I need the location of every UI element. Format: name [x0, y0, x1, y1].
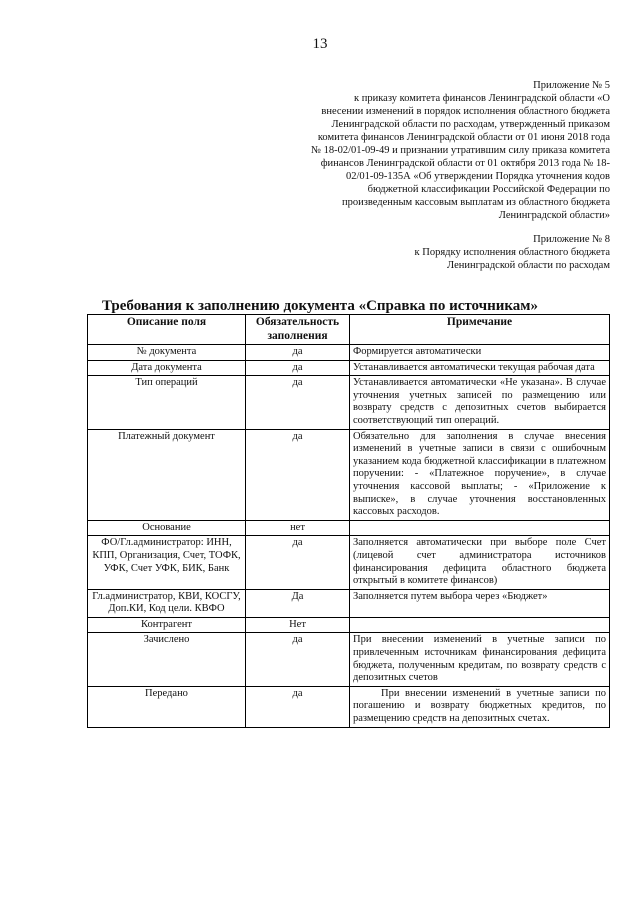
row-obligation: да: [246, 376, 350, 429]
header-note: Примечание: [350, 315, 610, 345]
row-obligation: да: [246, 429, 350, 520]
table-row: [88, 633, 610, 686]
row-note: Заполняется автоматически при выборе поле Счет (лицевой счет администратора источников финансирования дефицита областного бюджета открытый в комитете финансов): [350, 536, 610, 589]
table-row: [88, 536, 610, 589]
annex-8-body: к Порядку исполнения областного бюджета Ленинградской области по расходам: [414, 247, 610, 271]
annex-5-body: к приказу комитета финансов Ленинградской области «О внесении изменений в порядок исполнения областного бюджета Ленинградской области по расходам, утвержденный приказом комитета финансов Ленинградской области от 01 июня 2018 года № 18-02/01-09-49 и признании утратившим силу приказа комитета финансов Ленинградской области от 01 октября 2013 года № 18-02/01-09-135А «Об утверждении Порядка уточнения кодов бюджетной классификации Российской Федерации по произведенным кассовым выплатам из областного бюджета Ленинградской области»: [311, 93, 610, 221]
table-row: [88, 617, 610, 633]
row-note: Заполняется путем выбора через «Бюджет»: [350, 589, 610, 617]
table-row: [88, 589, 610, 617]
row-note: [350, 617, 610, 633]
row-note: Устанавливается автоматически текущая рабочая дата: [350, 360, 610, 376]
row-note: [350, 520, 610, 536]
row-field: Платежный документ: [88, 429, 246, 520]
header-field-description: Описание поля: [88, 315, 246, 345]
table-row: [88, 345, 610, 361]
row-field: ФО/Гл.администратор: ИНН, КПП, Организация, Счет, ТОФК, УФК, Счет УФК, БИК, Банк: [88, 536, 246, 589]
table-row: [88, 360, 610, 376]
row-field: Зачислено: [88, 633, 246, 686]
annex-8-header: [390, 233, 610, 272]
row-note: При внесении изменений в учетные записи по привлеченным источникам финансирования дефицита бюджета, полученным кредитам, по возврату средств с депозитных счетов: [350, 633, 610, 686]
row-field: Тип операций: [88, 376, 246, 429]
row-obligation: да: [246, 633, 350, 686]
table-row: [88, 520, 610, 536]
row-obligation: да: [246, 360, 350, 376]
row-obligation: нет: [246, 520, 350, 536]
row-note: Обязательно для заполнения в случае внесения изменений в учетные записи в связи с ошибочным указанием кода бюджетной классификации в платежном поручении: - «Платежное поручение», в случае уточнения кассовой выплаты; - «Приложение к выписке», в случае уточнения восстановленных кассовых расходов.: [350, 429, 610, 520]
table-header-row: [88, 315, 610, 345]
page-number: 13: [312, 36, 328, 52]
row-field: Передано: [88, 686, 246, 727]
row-obligation: да: [246, 536, 350, 589]
requirements-table: [87, 314, 610, 728]
table-title: Требования к заполнению документа «Справка по источникам»: [101, 298, 539, 314]
row-field: Дата документа: [88, 360, 246, 376]
header-obligation: Обязательность заполнения: [246, 315, 350, 345]
row-field: Основание: [88, 520, 246, 536]
annex-5-title: Приложение № 5: [533, 80, 610, 91]
table-row: [88, 429, 610, 520]
row-obligation: да: [246, 686, 350, 727]
row-note: При внесении изменений в учетные записи по погашению и возврату бюджетных кредитов, по размещению средств на депозитных счетах.: [350, 686, 610, 727]
row-field: № документа: [88, 345, 246, 361]
row-field: Контрагент: [88, 617, 246, 633]
annex-8-title: Приложение № 8: [533, 234, 610, 245]
row-obligation: да: [246, 345, 350, 361]
row-note: Формируется автоматически: [350, 345, 610, 361]
row-field: Гл.администратор, КВИ, КОСГУ, Доп.КИ, Код цели. КВФО: [88, 589, 246, 617]
annex-5-header: [310, 79, 610, 222]
row-obligation: Да: [246, 589, 350, 617]
row-note: Устанавливается автоматически «Не указана». В случае уточнения учетных записей по размещению или возврату средств с депозитных счетов выбирается соответствующий тип операций.: [350, 376, 610, 429]
row-obligation: Нет: [246, 617, 350, 633]
table-row: [88, 686, 610, 727]
table-row: [88, 376, 610, 429]
